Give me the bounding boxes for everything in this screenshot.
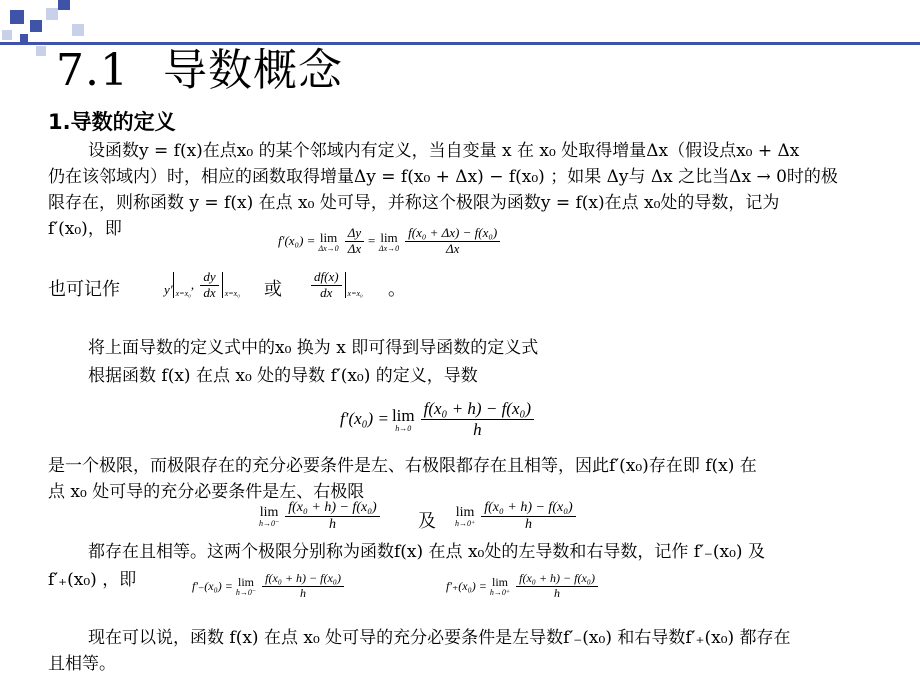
deco-square — [20, 34, 28, 42]
right-derivative-formula: f′₊(x₀) = lim h→0⁺ $\frac{\text{f(x₀ + h) − f(x₀)}}{h}$ — [446, 572, 601, 601]
section-heading: 1.导数的定义 — [48, 110, 176, 134]
limit-operator: lim h→0 — [391, 405, 415, 433]
limit-operator: lim Δx→0 — [378, 229, 400, 253]
alternate-notation-1: y′ x=x₀ , $\frac{dy}{dx}$ x=x₀ — [164, 269, 240, 300]
formula-lhs: f′(x₀) = — [278, 233, 316, 249]
derivative-h-formula: f′(x₀) = lim h→0 $\frac{\text{f(x₀ + h) − f(x₀)}}{h}$ — [340, 399, 537, 439]
fraction: $\frac{\text{f(x₀ + h) − f(x₀)}}{h}$ — [421, 399, 534, 439]
paragraph-line: 都存在且相等。这两个极限分别称为函数f(x) 在点 x₀处的左导数和右导数，记作 f′₋(x₀) 及 — [88, 542, 765, 562]
deco-square — [46, 8, 58, 20]
fraction: $\frac{df(x)}{dx}$ — [311, 270, 342, 301]
derivative-definition-formula: f′(x₀) = lim Δx→0 $\frac{\Delta y}{\Delta x}$ = lim Δx→0 $\frac{\text{f(x₀ + Δx) − f(x₀)}}{\Delta x}$ — [278, 226, 503, 257]
paragraph-line: 且相等。 — [48, 654, 116, 674]
title-text: 导数概念 — [162, 45, 343, 96]
paragraph-line: f′₊(x₀) ，即 — [48, 570, 137, 590]
paragraph-line: 仍在该邻域内）时，相应的函数取得增量Δy = f(x₀ + Δx) − f(x₀) ；如果 Δy与 Δx 之比当Δx → 0时的极 — [48, 167, 838, 187]
deco-square — [30, 20, 42, 32]
left-derivative-formula: f′₋(x₀) = lim h→0⁻ $\frac{\text{f(x₀ + h) − f(x₀)}}{h}$ — [192, 572, 347, 601]
paragraph-line: 根据函数 f(x) 在点 x₀ 处的导数 f′(x₀) 的定义，导数 — [88, 366, 478, 386]
paragraph-line: 是一个极限，而极限存在的充分必要条件是左、右极限都存在且相等，因此f′(x₀)存在即 f(x) 在 — [48, 456, 757, 476]
paragraph-line: 现在可以说，函数 f(x) 在点 x₀ 处可导的充分必要条件是左导数f′₋(x₀) 和右导数f′₊(x₀) 都存在 — [88, 628, 791, 648]
paragraph-line: 设函数y = f(x)在点x₀ 的某个邻域内有定义，当自变量 x 在 x₀ 处取得增量Δx（假设点x₀ + Δx — [88, 141, 800, 161]
period: 。 — [388, 279, 406, 300]
and-label: 及 — [418, 511, 436, 532]
limit-operator: lim Δx→0 — [318, 229, 339, 253]
or-label: 或 — [264, 279, 282, 300]
deco-square — [36, 46, 46, 56]
paragraph-line: f′(x₀)，即 — [48, 219, 122, 239]
left-limit-expression: lim h→0⁻ $\frac{\text{f(x₀ + h) − f(x₀)}}{h}$ — [256, 500, 383, 533]
right-limit-expression: lim h→0⁺ $\frac{\text{f(x₀ + h) − f(x₀)}}{h}$ — [452, 500, 579, 533]
paragraph-line: 将上面导数的定义式中的x₀ 换为 x 即可得到导函数的定义式 — [88, 338, 539, 358]
alternate-notation-2: $\frac{df(x)}{dx}$ x=x₀ — [308, 270, 363, 301]
also-written-label: 也可记作 — [48, 279, 120, 300]
fraction: $\frac{dy}{dx}$ — [200, 270, 218, 301]
paragraph-line: 点 x₀ 处可导的充分必要条件是左、右极限 — [48, 482, 365, 502]
deco-square — [10, 10, 24, 24]
deco-square — [58, 0, 70, 10]
title-number: 7.1 — [56, 45, 129, 96]
fraction: $\frac{\text{f(x₀ + Δx) − f(x₀)}}{\Delta x}$ — [405, 226, 500, 257]
deco-square — [2, 30, 12, 40]
fraction: $\frac{\Delta y}{\Delta x}$ — [345, 226, 364, 257]
paragraph-line: 限存在，则称函数 y = f(x) 在点 x₀ 处可导，并称这个极限为函数y = f(x)在点 x₀处的导数，记为 — [48, 193, 780, 213]
page-title — [56, 34, 343, 98]
